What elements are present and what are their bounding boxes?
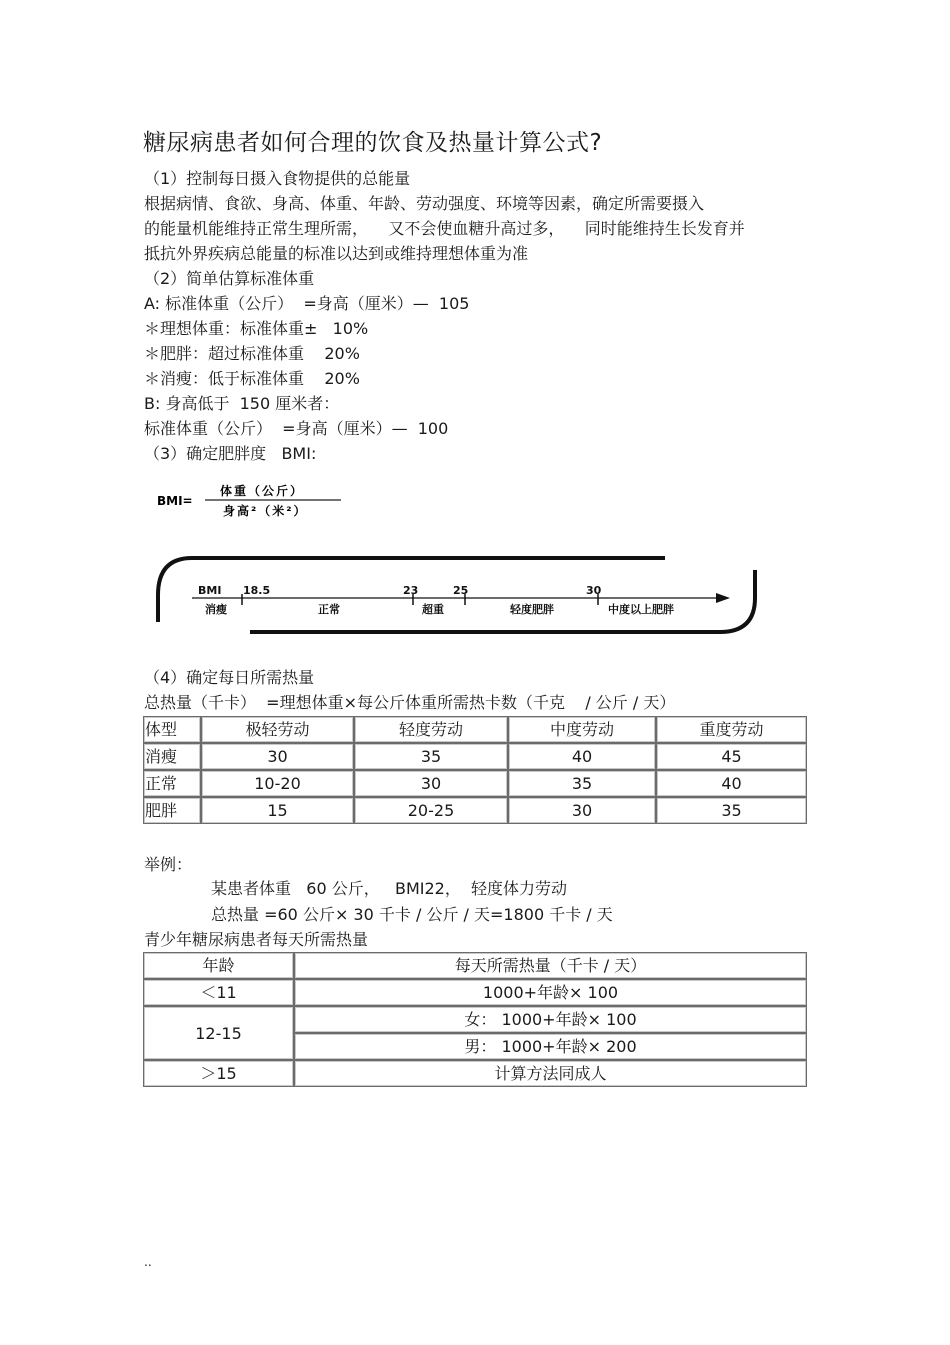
table-cell: 女： 1000+年龄× 100 (294, 1006, 807, 1033)
table-cell: 20-25 (354, 797, 508, 824)
table-header-row (143, 952, 807, 979)
formula-line: B: 身高低于 150 厘米者： (144, 394, 340, 413)
example-line: 总热量 =60 公斤× 30 千卡 / 公斤 / 天=1800 千卡 / 天 (211, 905, 613, 924)
table-cell: ＜11 (143, 979, 294, 1006)
scale-tick-label: 25 (453, 584, 469, 597)
table-cell: 30 (354, 770, 508, 797)
table-cell: 35 (354, 743, 508, 770)
bmi-formula-denominator: 身高²（米²） (223, 504, 308, 518)
table-cell: 35 (656, 797, 807, 824)
scale-category-label: 消瘦 (205, 603, 227, 616)
body-text-line: 根据病情、食欲、身高、体重、年龄、劳动强度、环境等因素，确定所需要摄入 (144, 194, 705, 213)
table-cell: ＞15 (143, 1060, 294, 1087)
formula-line: A: 标准体重（公斤） =身高（厘米）— 105 (144, 294, 470, 313)
scale-start-label: BMI (198, 584, 222, 597)
bmi-scale-figure (150, 550, 770, 640)
youth-calorie-table (143, 952, 807, 1087)
table-cell: 正常 (143, 770, 201, 797)
bmi-formula-figure (155, 478, 355, 522)
bmi-formula-lhs: BMI= (157, 494, 193, 508)
scale-arrow-head (716, 593, 730, 603)
table-cell: 40 (656, 770, 807, 797)
section-1-heading: （1）控制每日摄入食物提供的总能量 (144, 169, 411, 188)
section-4-heading: （4）确定每日所需热量 (144, 668, 315, 687)
table-header-cell: 重度劳动 (656, 716, 807, 743)
youth-heading: 青少年糖尿病患者每天所需热量 (144, 930, 369, 949)
table-header-row (143, 716, 807, 743)
table-cell: 35 (508, 770, 656, 797)
bmi-formula-numerator: 体重（公斤） (220, 484, 305, 498)
formula-line: ＊理想体重：标准体重± 10% (144, 319, 369, 338)
formula-line: 标准体重（公斤） =身高（厘米）— 100 (144, 419, 449, 438)
scale-category-label: 正常 (318, 603, 340, 616)
formula-line: ＊消瘦：低于标准体重 20% (144, 369, 360, 388)
table-row (143, 770, 807, 797)
table-header-cell: 每天所需热量（千卡 / 天） (294, 952, 807, 979)
scale-bracket-right (250, 570, 755, 632)
table-row (143, 1006, 807, 1033)
table-cell: 30 (201, 743, 354, 770)
body-text-line: 抵抗外界疾病总能量的标准以达到或维持理想体重为准 (144, 244, 529, 263)
table-header-cell: 极轻劳动 (201, 716, 354, 743)
scale-category-label: 轻度肥胖 (510, 603, 554, 616)
example-label: 举例： (144, 855, 193, 874)
table-header-cell: 体型 (143, 716, 201, 743)
table-cell: 消瘦 (143, 743, 201, 770)
table-cell: 15 (201, 797, 354, 824)
table-row (143, 979, 807, 1006)
scale-tick-label: 18.5 (243, 584, 271, 597)
table-cell: 1000+年龄× 100 (294, 979, 807, 1006)
scale-category-label: 中度以上肥胖 (608, 603, 674, 616)
scale-tick-label: 30 (586, 584, 602, 597)
table-cell: 肥胖 (143, 797, 201, 824)
example-line: 某患者体重 60 公斤， BMI22， 轻度体力劳动 (211, 879, 567, 898)
calorie-table (143, 716, 807, 824)
table-row (143, 743, 807, 770)
scale-category-label: 超重 (422, 603, 444, 616)
table-cell: 12-15 (143, 1006, 294, 1060)
table-cell: 30 (508, 797, 656, 824)
page-title: 糖尿病患者如何合理的饮食及热量计算公式? (143, 130, 603, 156)
table-row (143, 797, 807, 824)
body-text-line: 的能量机能维持正常生理所需， 又不会使血糖升高过多， 同时能维持生长发育并 (144, 219, 745, 238)
scale-tick-label: 23 (403, 584, 419, 597)
table-cell: 45 (656, 743, 807, 770)
table-header-cell: 中度劳动 (508, 716, 656, 743)
formula-line: ＊肥胖：超过标准体重 20% (144, 344, 360, 363)
table-cell: 40 (508, 743, 656, 770)
footer-dots: .. (144, 1255, 152, 1269)
section-2-heading: （2）简单估算标准体重 (144, 269, 315, 288)
table-cell: 计算方法同成人 (294, 1060, 807, 1087)
calorie-formula: 总热量（千卡） =理想体重×每公斤体重所需热卡数（千克 / 公斤 / 天） (144, 693, 676, 712)
table-row (143, 1060, 807, 1087)
table-header-cell: 轻度劳动 (354, 716, 508, 743)
table-cell: 男： 1000+年龄× 200 (294, 1033, 807, 1060)
table-header-cell: 年龄 (143, 952, 294, 979)
table-cell: 10-20 (201, 770, 354, 797)
section-3-heading: （3）确定肥胖度 BMI: (144, 444, 317, 463)
